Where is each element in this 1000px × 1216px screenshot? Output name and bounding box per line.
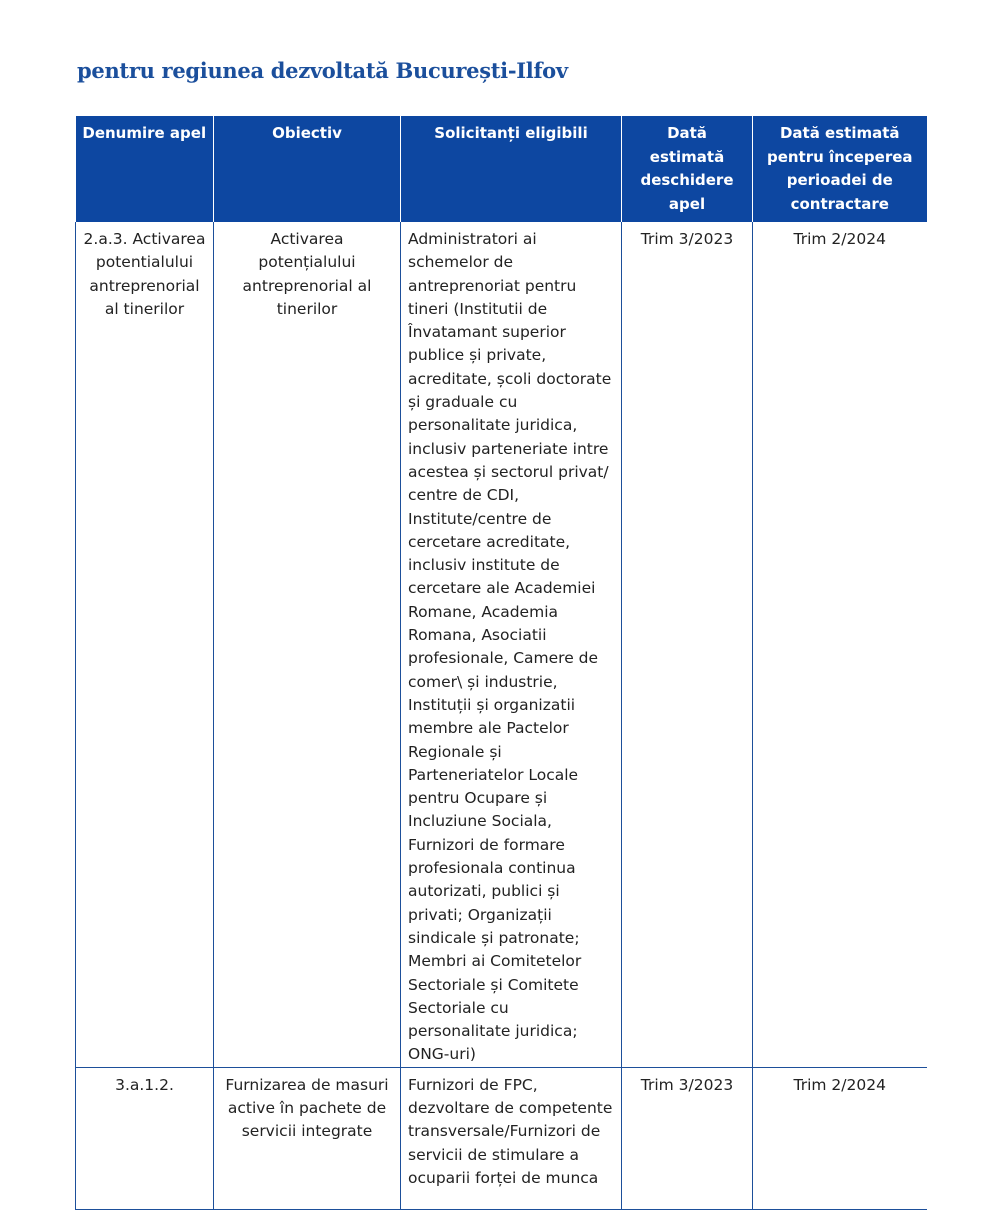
cell-data-contractare: Trim 2/2024	[753, 222, 927, 1067]
table-row	[76, 1067, 927, 1209]
cell-solicitanti-eligibili: Administratori ai schemelor de antreprenoriat pentru tineri (Institutii de Învatamant superior publice și private, acreditate, școli doctorate și graduale cu personalitate juridica, inclusiv parteneriate intre acestea și sectorul privat/ centre de CDI, Institute/centre de cercetare acreditate, inclusiv institute de cercetare ale Academiei Romane, Academia Romana, Asociatii profesionale, Camere de comer\ și industrie, Instituții și organizatii membre ale Pactelor Regionale și Parteneriatelor Locale pentru Ocupare și Incluziune Sociala, Furnizori de formare profesionala continua autorizati, publici și privati; Organizații sindicale și patronate; Membri ai Comitetelor Sectoriale și Comitete Sectoriale cu personalitate juridica; ONG-uri)	[401, 222, 622, 1067]
table-row	[76, 222, 927, 1067]
header-data-deschidere: Dată estimată deschidere apel	[622, 116, 753, 222]
header-denumire-apel: Denumire apel	[76, 116, 214, 222]
header-data-contractare: Dată estimată pentru începerea perioadei de contractare	[753, 116, 927, 222]
cell-solicitanti-eligibili: Furnizori de FPC, dezvoltare de competente transversale/Furnizori de servicii de stimulare a ocuparii forței de munca	[401, 1067, 622, 1209]
cell-denumire-apel: 2.a.3. Activarea potentialului antreprenorial al tinerilor	[76, 222, 214, 1067]
page-title: pentru regiunea dezvoltată București-Ilfov	[77, 58, 568, 83]
calls-table	[75, 116, 927, 1210]
header-solicitanti-eligibili: Solicitanți eligibili	[401, 116, 622, 222]
cell-denumire-apel: 3.a.1.2.	[76, 1067, 214, 1209]
cell-data-contractare: Trim 2/2024	[753, 1067, 927, 1209]
cell-obiectiv: Activarea potențialului antreprenorial al tinerilor	[214, 222, 401, 1067]
cell-obiectiv: Furnizarea de masuri active în pachete de servicii integrate	[214, 1067, 401, 1209]
header-obiectiv: Obiectiv	[214, 116, 401, 222]
table-header-row	[76, 116, 927, 222]
cell-data-deschidere: Trim 3/2023	[622, 1067, 753, 1209]
cell-data-deschidere: Trim 3/2023	[622, 222, 753, 1067]
